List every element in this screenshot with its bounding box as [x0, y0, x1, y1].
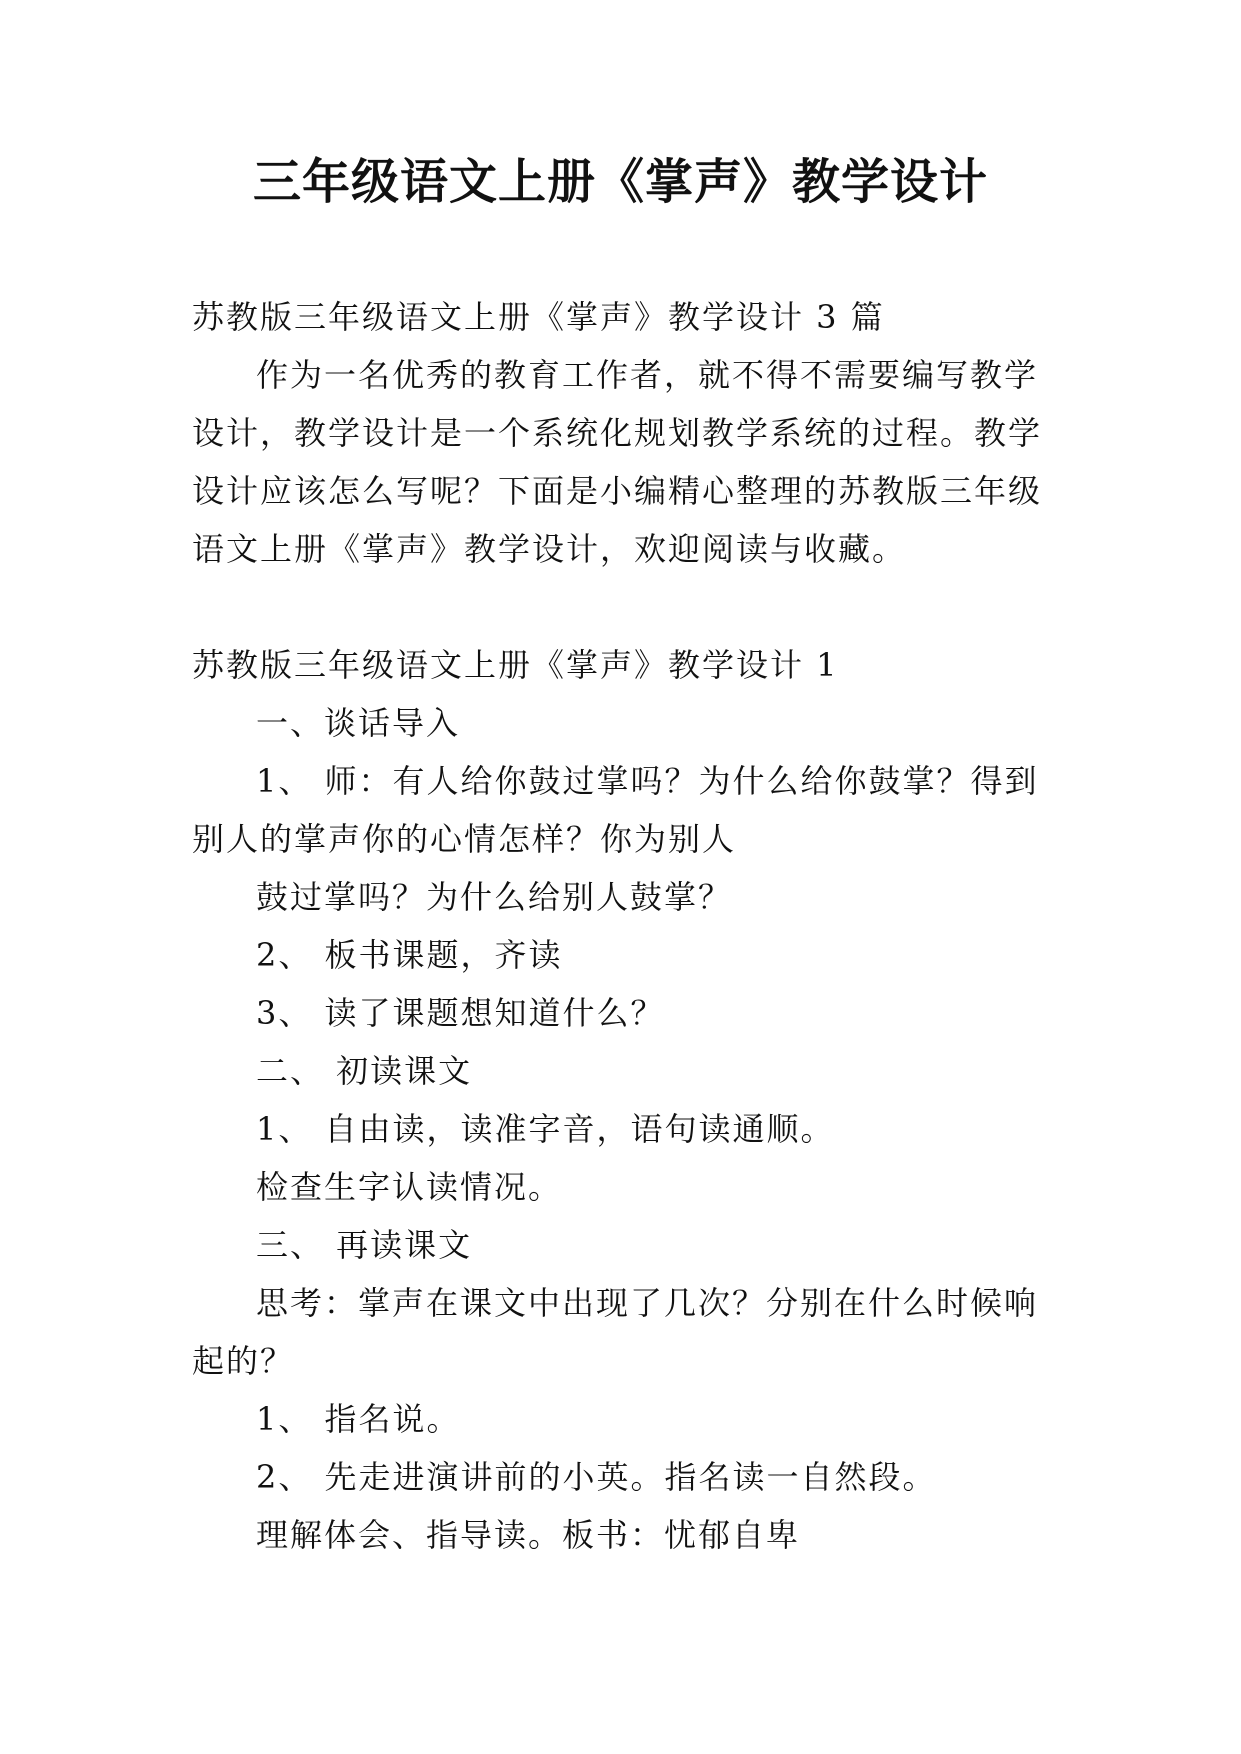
document-subtitle: 苏教版三年级语文上册《掌声》教学设计 3 篇 [192, 298, 885, 336]
section-heading: 苏教版三年级语文上册《掌声》教学设计 1 [192, 646, 839, 684]
step-item: 1、 指名说。 [256, 1400, 461, 1438]
document-title: 三年级语文上册《掌声》教学设计 [252, 154, 988, 210]
step-item: 3、 读了课题想知道什么？ [256, 994, 665, 1032]
step-item: 1、 师：有人给你鼓过掌吗？为什么给你鼓掌？得到别人的掌声你的心情怎样？你为别人 [192, 762, 1039, 858]
step-item: 2、 先走进演讲前的小英。指名读一自然段。 [256, 1458, 937, 1496]
step-item: 1、 自由读，读准字音，语句读通顺。 [256, 1110, 835, 1148]
paragraph-gap [192, 578, 1062, 636]
step-heading: 二、 初读课文 [256, 1052, 473, 1090]
step-item: 鼓过掌吗？为什么给别人鼓掌？ [256, 878, 733, 916]
step-item: 检查生字认读情况。 [256, 1168, 563, 1206]
step-item: 理解体会、指导读。板书：忧郁自卑 [256, 1516, 801, 1554]
step-item: 思考：掌声在课文中出现了几次？分别在什么时候响起的？ [192, 1284, 1039, 1380]
step-item: 2、 板书课题，齐读 [256, 936, 563, 974]
intro-paragraph: 作为一名优秀的教育工作者，就不得不需要编写教学设计，教学设计是一个系统化规划教学系统的过程。教学设计应该怎么写呢？下面是小编精心整理的苏教版三年级语文上册《掌声》教学设计，欢迎阅读与收藏。 [192, 356, 1043, 568]
step-heading: 一、谈话导入 [256, 704, 461, 742]
document-body [192, 288, 1062, 1564]
step-heading: 三、 再读课文 [256, 1226, 473, 1264]
